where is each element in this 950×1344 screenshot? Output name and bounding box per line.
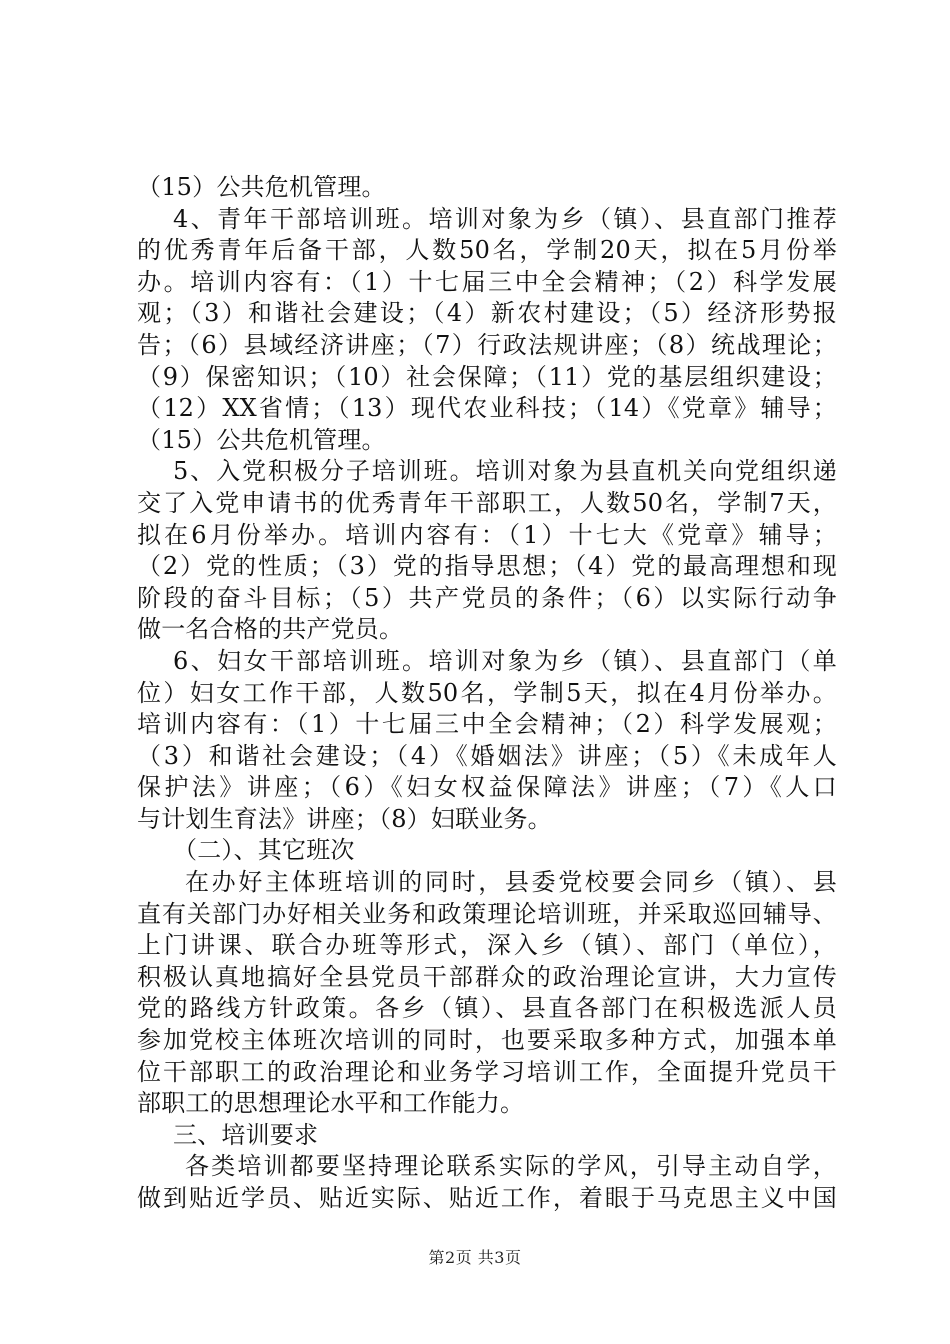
text-line: 三、培训要求 xyxy=(173,1120,319,1149)
text-line: 参加党校主体班次培训的同时，也要采取多种方式，加强本单 xyxy=(137,1026,837,1055)
text-line: 积极认真地搞好全县党员干部群众的政治理论宣讲，大力宣传 xyxy=(137,962,837,991)
text-line: 党的路线方针政策。各乡（镇）、县直各部门在积极选派人员 xyxy=(137,994,837,1023)
text-line: 的优秀青年后备干部，人数50名，学制20天，拟在5月份举 xyxy=(137,236,837,265)
text-line: 阶段的奋斗目标；（5）共产党员的条件；（6）以实际行动争 xyxy=(137,583,837,612)
text-line: （2）党的性质；（3）党的指导思想；（4）党的最高理想和现 xyxy=(137,552,837,581)
text-line: 拟在6月份举办。培训内容有：（1）十七大《党章》辅导； xyxy=(137,520,837,549)
text-line: （12）XX省情；（13）现代农业科技；（14）《党章》辅导； xyxy=(137,394,837,423)
document-body xyxy=(137,172,837,1215)
text-line: 上门讲课、联合办班等形式，深入乡（镇）、部门（单位）， xyxy=(137,931,837,960)
text-line: 部职工的思想理论水平和工作能力。 xyxy=(137,1089,525,1118)
text-line: 告；（6）县域经济讲座；（7）行政法规讲座；（8）统战理论； xyxy=(137,330,837,359)
text-line: （9）保密知识；（10）社会保障；（11）党的基层组织建设； xyxy=(137,362,837,391)
text-line: （二）、其它班次 xyxy=(173,836,355,865)
text-line: 5、入党积极分子培训班。培训对象为县直机关向党组织递 xyxy=(173,457,837,486)
text-line: 直有关部门办好相关业务和政策理论培训班，并采取巡回辅导、 xyxy=(137,899,837,928)
text-line: 培训内容有：（1）十七届三中全会精神；（2）科学发展观； xyxy=(137,710,837,739)
text-line: 观；（3）和谐社会建设；（4）新农村建设；（5）经济形势报 xyxy=(137,299,837,328)
text-line: 保护法》讲座；（6）《妇女权益保障法》讲座；（7）《人口 xyxy=(137,773,837,802)
text-line: （15）公共危机管理。 xyxy=(137,173,386,201)
text-line: （3）和谐社会建设；（4）《婚姻法》讲座；（5）《未成年人 xyxy=(137,741,837,770)
text-line: 在办好主体班培训的同时，县委党校要会同乡（镇）、县 xyxy=(185,868,837,897)
text-line: 6、妇女干部培训班。培训对象为乡（镇）、县直部门（单 xyxy=(173,646,837,675)
text-line: 位干部职工的政治理论和业务学习培训工作，全面提升党员干 xyxy=(137,1057,837,1086)
page-footer: 第2页 共3页 xyxy=(428,1248,522,1267)
text-line: 做一名合格的共产党员。 xyxy=(137,615,404,644)
text-line: 各类培训都要坚持理论联系实际的学风，引导主动自学， xyxy=(185,1152,837,1181)
text-line: 做到贴近学员、贴近实际、贴近工作，着眼于马克思主义中国 xyxy=(137,1184,837,1212)
text-line: 办。培训内容有：（1）十七届三中全会精神；（2）科学发展 xyxy=(137,267,837,296)
text-line: （15）公共危机管理。 xyxy=(137,425,386,454)
text-line: 与计划生育法》讲座；（8）妇联业务。 xyxy=(137,804,552,833)
text-line: 交了入党申请书的优秀青年干部职工，人数50名，学制7天， xyxy=(137,488,837,517)
text-line: 位）妇女工作干部，人数50名，学制5天，拟在4月份举办。 xyxy=(137,678,837,707)
text-line: 4、青年干部培训班。培训对象为乡（镇）、县直部门推荐 xyxy=(173,204,837,233)
